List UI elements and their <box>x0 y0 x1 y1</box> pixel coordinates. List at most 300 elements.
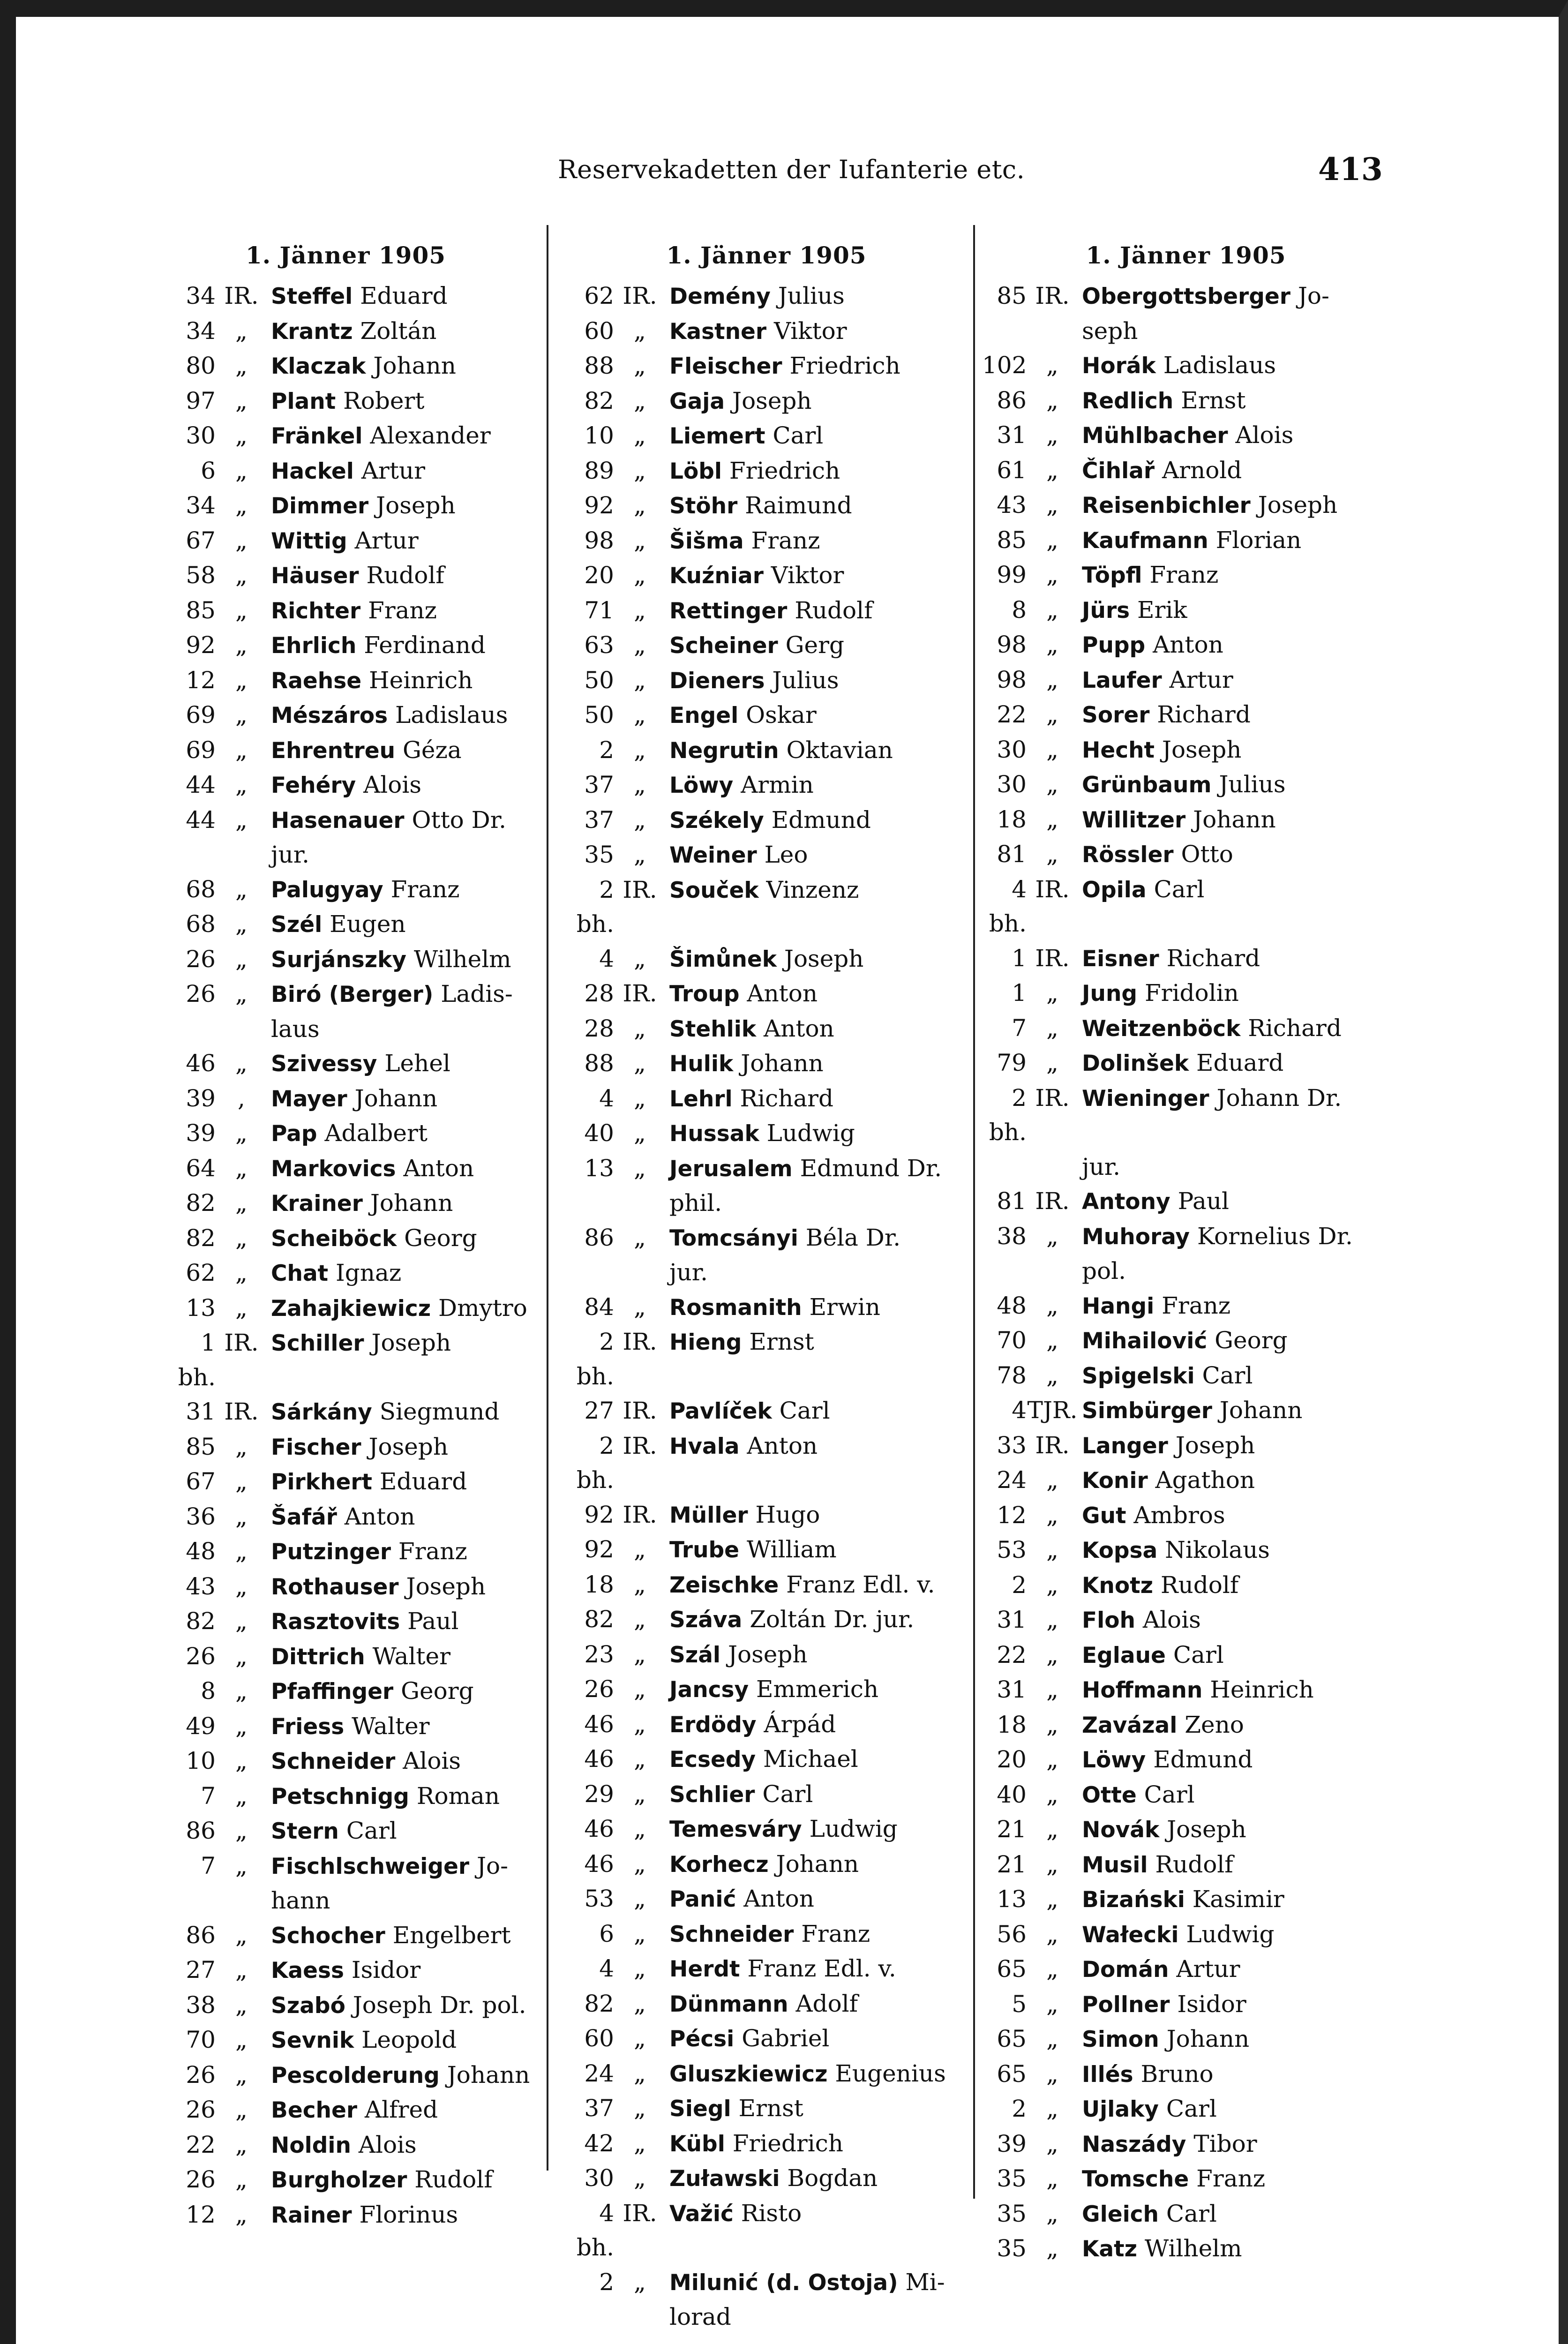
entry-name <box>1078 1743 1390 1778</box>
roster-entry <box>982 1046 1390 1081</box>
surname: Kaufmann <box>1082 527 1208 554</box>
given-name: Johann <box>741 1050 824 1077</box>
entry-name <box>666 1672 963 1707</box>
regiment-number: 65 <box>997 2060 1027 2088</box>
roster-entry <box>171 1430 520 1465</box>
entry-name <box>666 1917 963 1952</box>
regiment-number: 46 <box>584 1745 614 1773</box>
surname: Ujlaky <box>1082 2096 1159 2122</box>
regiment-number: 36 <box>186 1503 216 1530</box>
given-name: Árpád <box>764 1710 836 1738</box>
given-name: Alois <box>363 771 421 798</box>
unit-abbrev: „ <box>1046 1886 1058 1913</box>
regiment-number: 4 bh. <box>989 875 1027 937</box>
surname: Hoffmann <box>1082 1677 1203 1703</box>
entry-name <box>267 2128 520 2163</box>
roster-entry <box>982 1987 1390 2022</box>
given-name: Rudolf <box>795 596 873 624</box>
roster-entry <box>570 1882 963 1917</box>
regiment-number: 2 <box>599 736 614 764</box>
surname: Gluszkiewicz <box>669 2061 828 2087</box>
regiment-number: 86 <box>584 1224 614 1251</box>
regiment-number: 48 <box>997 1292 1027 1319</box>
entry-name <box>666 1429 963 1464</box>
entry-name <box>1078 1952 1390 1987</box>
roster-entry <box>570 314 963 349</box>
surname: Wałecki <box>1082 1922 1179 1948</box>
regiment-number: 67 <box>186 526 216 554</box>
roster-entry <box>570 488 963 524</box>
surname: Šišma <box>669 528 744 554</box>
given-name: Alois <box>358 2131 417 2158</box>
roster-entry <box>570 524 963 559</box>
roster-entry <box>171 2093 520 2128</box>
surname: Willitzer <box>1082 807 1186 833</box>
roster-entry <box>171 384 520 419</box>
surname: Scheiböck <box>271 1225 397 1252</box>
given-name: Carl <box>1144 1781 1195 1808</box>
unit-abbrev: IR. <box>224 1329 259 1356</box>
roster-entry <box>570 419 963 454</box>
regiment-number: 13 <box>186 1294 216 1322</box>
unit-abbrev: „ <box>1046 1850 1058 1878</box>
given-name: Richard <box>1166 944 1260 972</box>
column-heading: 1. Jänner 1905 <box>666 241 867 269</box>
given-name: Franz <box>390 875 460 903</box>
regiment-number: 61 <box>997 456 1027 484</box>
regiment-number: 26 <box>186 980 216 1007</box>
unit-abbrev: „ <box>235 631 248 659</box>
unit-abbrev: „ <box>634 1990 646 2017</box>
regiment-number: 80 <box>186 352 216 379</box>
surname: Dolinšek <box>1082 1051 1189 1076</box>
roster-entry <box>171 1953 520 1988</box>
entry-name <box>267 663 520 699</box>
surname: Kopsa <box>1082 1538 1158 1563</box>
surname: Weitzenböck <box>1082 1015 1241 1042</box>
surname: Száva <box>669 1607 743 1633</box>
surname: Sorer <box>1082 702 1150 728</box>
given-name: Friedrich <box>789 352 900 379</box>
entry-name <box>267 1779 520 1814</box>
given-name: Joseph <box>728 1640 808 1668</box>
roster-entry <box>171 2128 520 2163</box>
unit-abbrev: „ <box>634 945 646 972</box>
entry-name <box>666 1221 963 1256</box>
roster-entry <box>171 1674 520 1709</box>
unit-abbrev: „ <box>634 1850 646 1878</box>
roster-entry <box>171 594 520 629</box>
entry-name <box>666 1742 963 1777</box>
surname: Langer <box>1082 1433 1168 1459</box>
regiment-number: 86 <box>186 1921 216 1949</box>
entry-name <box>267 1849 520 1884</box>
given-name: Edmund <box>771 806 871 834</box>
unit-abbrev: „ <box>235 317 248 345</box>
roster-entry <box>982 1289 1390 1324</box>
entry-continuation: pol. <box>1082 1257 1126 1285</box>
given-name: Roman <box>416 1782 500 1810</box>
given-name: Alois <box>1142 1606 1201 1633</box>
entry-name <box>666 2196 963 2231</box>
entry-name <box>666 2091 963 2126</box>
entry-name <box>666 1116 963 1151</box>
surname: Gaja <box>669 388 725 414</box>
given-name: Walter <box>372 1642 451 1670</box>
surname: Rothauser <box>271 1574 399 1600</box>
unit-abbrev: IR. <box>224 282 259 309</box>
entry-name <box>1078 976 1390 1011</box>
regiment-number: 31 <box>997 421 1027 449</box>
unit-abbrev: „ <box>235 352 248 379</box>
entry-name <box>666 314 963 349</box>
roster-entry <box>570 2021 963 2057</box>
given-name: Johann <box>1193 805 1276 833</box>
roster-entry <box>171 1639 520 1675</box>
unit-abbrev: „ <box>1046 736 1058 763</box>
given-name: Anton <box>403 1154 474 1182</box>
unit-abbrev: „ <box>235 457 248 484</box>
regiment-number: 30 <box>997 771 1027 798</box>
unit-abbrev: IR. <box>623 1397 657 1424</box>
given-name: Franz <box>398 1538 467 1565</box>
entry-name <box>267 1639 520 1675</box>
given-name: Johann <box>373 352 456 379</box>
roster-entry <box>982 523 1390 558</box>
regiment-number: 70 <box>186 2026 216 2053</box>
roster-entry <box>171 1291 527 1326</box>
given-name: Alexander <box>370 422 491 449</box>
entry-name <box>1078 1638 1390 1673</box>
entry-name <box>267 488 520 524</box>
entry-name <box>267 1326 520 1361</box>
unit-abbrev: „ <box>634 1920 646 1947</box>
surname: Pécsi <box>669 2026 735 2052</box>
given-name: Jo- <box>476 1852 508 1879</box>
regiment-number: 35 <box>997 2235 1027 2262</box>
regiment-number: 86 <box>186 1817 216 1844</box>
surname: Székely <box>669 807 764 834</box>
entry-name <box>267 1046 520 1082</box>
unit-abbrev: „ <box>235 806 248 834</box>
entry-name <box>1078 872 1390 908</box>
entry-name <box>666 768 963 803</box>
regiment-number: 92 <box>584 1501 614 1528</box>
regiment-number: 8 <box>1012 596 1027 624</box>
entry-name <box>1078 383 1390 419</box>
given-name: Franz <box>1196 2165 1266 2192</box>
given-name: Georg <box>1215 1327 1288 1354</box>
surname: Putzinger <box>271 1539 391 1565</box>
entry-name <box>666 1882 963 1917</box>
given-name: Anton <box>743 1885 814 1912</box>
entry-name <box>1078 2057 1390 2092</box>
roster-entry <box>570 768 963 803</box>
surname: Ehrentreu <box>271 737 396 764</box>
surname: Fränkel <box>271 423 363 449</box>
given-name: Ludwig <box>766 1119 855 1147</box>
given-name: Wilhelm <box>1144 2235 1242 2262</box>
roster-entry <box>171 419 520 454</box>
entry-name <box>267 349 520 384</box>
unit-abbrev: „ <box>634 562 646 589</box>
roster-entry <box>570 1498 963 1533</box>
entry-name <box>666 628 963 663</box>
surname: Markovics <box>271 1156 396 1182</box>
surname: Kastner <box>669 318 767 345</box>
regiment-number: 21 <box>997 1816 1027 1843</box>
unit-abbrev: „ <box>235 736 248 764</box>
regiment-number: 92 <box>584 1536 614 1563</box>
unit-abbrev: IR. <box>1035 282 1070 309</box>
given-name: Erwin <box>809 1293 880 1321</box>
given-name: Heinrich <box>1210 1676 1314 1703</box>
entry-name <box>666 454 963 489</box>
entry-name <box>267 768 520 803</box>
unit-abbrev: „ <box>235 1154 248 1182</box>
surname: Troup <box>669 981 740 1007</box>
regiment-number: 65 <box>997 2025 1027 2052</box>
surname: Fleischer <box>669 353 782 379</box>
given-name: Anton <box>747 980 818 1007</box>
given-name: Friedrich <box>729 457 840 484</box>
entry-name <box>1078 1603 1390 1638</box>
entry-name <box>1078 2022 1390 2057</box>
entry-name <box>267 314 520 349</box>
entry-name <box>666 1777 963 1812</box>
surname: Katz <box>1082 2236 1137 2262</box>
unit-abbrev: „ <box>1046 1711 1058 1738</box>
entry-name <box>1078 767 1390 803</box>
roster-entry <box>570 2057 963 2092</box>
roster-column-3 <box>982 241 1390 2267</box>
unit-abbrev: TJR. <box>1027 1397 1078 1424</box>
surname: Szál <box>669 1642 721 1668</box>
regiment-number: 88 <box>584 352 614 379</box>
regiment-number: 34 <box>186 317 216 345</box>
given-name: Franz <box>368 596 437 624</box>
roster-entry <box>171 977 520 1012</box>
surname: Panić <box>669 1886 736 1912</box>
regiment-number: 37 <box>584 771 614 798</box>
given-name: Heinrich <box>369 666 473 694</box>
regiment-number: 6 <box>201 457 216 484</box>
entry-name <box>267 2023 520 2058</box>
roster-entry <box>570 803 963 838</box>
given-name: Richard <box>740 1084 834 1112</box>
surname: Antony <box>1082 1189 1170 1215</box>
unit-abbrev: „ <box>634 2268 646 2296</box>
roster-entry <box>171 558 520 594</box>
roster-entry <box>171 2198 520 2233</box>
unit-abbrev: „ <box>1046 2130 1058 2157</box>
regiment-number: 88 <box>584 1050 614 1077</box>
given-name: Anton <box>764 1014 834 1042</box>
unit-abbrev: „ <box>634 1710 646 1738</box>
roster-entry <box>570 2196 963 2265</box>
entry-name <box>267 524 520 559</box>
entry-name <box>267 2093 520 2128</box>
surname: Pap <box>271 1121 317 1147</box>
regiment-number: 37 <box>584 806 614 834</box>
unit-abbrev: „ <box>235 492 248 519</box>
entry-name <box>267 1256 520 1291</box>
regiment-number: 8 <box>201 1677 216 1705</box>
surname: Simbürger <box>1082 1398 1212 1424</box>
unit-abbrev: „ <box>634 2095 646 2122</box>
entry-name <box>666 2021 963 2057</box>
roster-entry <box>171 1116 520 1151</box>
entry-name <box>267 628 520 663</box>
unit-abbrev: „ <box>634 317 646 345</box>
roster-entry <box>982 383 1390 419</box>
given-name: Edmund <box>1153 1746 1253 1773</box>
given-name: Eugen <box>330 910 406 938</box>
given-name: Joseph <box>1162 736 1242 763</box>
given-name: Eduard <box>1196 1049 1284 1076</box>
unit-abbrev: „ <box>235 1294 248 1322</box>
unit-abbrev: „ <box>235 2166 248 2193</box>
regiment-number: 1 <box>1012 944 1027 972</box>
given-name: Rudolf <box>366 562 444 589</box>
surname: Trube <box>669 1537 740 1563</box>
given-name: Kasimir <box>1192 1886 1284 1913</box>
entry-name <box>1078 1987 1390 2022</box>
entry-name <box>267 1709 520 1744</box>
surname: Kuźniar <box>669 563 764 589</box>
unit-abbrev: „ <box>634 1955 646 1982</box>
given-name: Viktor <box>771 562 844 589</box>
roster-entry <box>171 907 520 942</box>
unit-abbrev: „ <box>634 1119 646 1147</box>
given-name: Anton <box>747 1432 818 1459</box>
given-name: Rudolf <box>1155 1850 1233 1878</box>
given-name: Armin <box>741 771 814 798</box>
roster-entry <box>982 418 1390 453</box>
unit-abbrev: „ <box>1046 1222 1058 1250</box>
given-name: Ludwig <box>809 1815 898 1842</box>
surname: Muhoray <box>1082 1224 1190 1250</box>
roster-entry <box>982 1882 1390 1917</box>
roster-entry <box>171 454 520 489</box>
given-name: Ernst <box>749 1328 814 1355</box>
roster-entry <box>570 1533 963 1568</box>
regiment-number: 84 <box>584 1293 614 1321</box>
roster-entry <box>982 1673 1390 1708</box>
entry-name <box>666 594 963 629</box>
unit-abbrev: „ <box>1046 386 1058 414</box>
surname: Hasenauer <box>271 807 405 834</box>
given-name: Edmund Dr. <box>800 1154 942 1182</box>
given-name: Ambros <box>1133 1501 1225 1529</box>
given-name: Ernst <box>1181 386 1246 414</box>
roster-entry <box>570 454 963 489</box>
regiment-number: 1 <box>1012 979 1027 1007</box>
unit-abbrev: „ <box>1046 561 1058 588</box>
regiment-number: 82 <box>584 387 614 414</box>
unit-abbrev: „ <box>1046 2060 1058 2088</box>
surname: Lehrl <box>669 1086 733 1112</box>
unit-abbrev: „ <box>235 1817 248 1844</box>
unit-abbrev: „ <box>634 1224 646 1251</box>
entry-name <box>666 349 963 384</box>
roster-entry <box>171 803 520 838</box>
given-name: Lehel <box>384 1050 450 1077</box>
regiment-number: 86 <box>997 386 1027 414</box>
entry-name <box>666 977 963 1012</box>
regiment-number: 40 <box>584 1119 614 1147</box>
unit-abbrev: „ <box>235 1608 248 1635</box>
entry-name <box>1078 1533 1390 1568</box>
given-name: Paul <box>407 1608 459 1635</box>
surname: Chat <box>271 1261 329 1286</box>
roster-entry <box>982 1533 1390 1568</box>
entry-name <box>1078 2231 1390 2267</box>
unit-abbrev: „ <box>235 596 248 624</box>
roster-entry <box>570 1742 963 1777</box>
roster-entry <box>982 2197 1390 2232</box>
unit-abbrev: IR. <box>623 282 657 309</box>
unit-abbrev: „ <box>634 2025 646 2052</box>
regiment-number: 92 <box>186 631 216 659</box>
regiment-number: 53 <box>997 1536 1027 1563</box>
surname: Jancsy <box>669 1677 749 1703</box>
given-name: Florian <box>1215 526 1302 554</box>
unit-abbrev: „ <box>1046 2200 1058 2227</box>
entry-name <box>666 2265 963 2300</box>
roster-entry <box>570 2161 963 2196</box>
roster-entry <box>570 873 963 942</box>
roster-entry <box>982 2127 1390 2162</box>
given-name: Joseph <box>406 1572 486 1600</box>
unit-abbrev: „ <box>235 980 248 1007</box>
roster-entry <box>982 976 1390 1011</box>
entry-name <box>666 1707 963 1743</box>
roster-entry <box>570 1638 963 1673</box>
unit-abbrev: „ <box>235 2026 248 2053</box>
unit-abbrev: IR. <box>623 980 657 1007</box>
roster-entry <box>570 838 963 873</box>
surname: Töpfl <box>1082 563 1142 588</box>
regiment-number: 30 <box>186 422 216 449</box>
regiment-number: 46 <box>584 1815 614 1842</box>
surname: Schneider <box>669 1921 794 1947</box>
unit-abbrev: „ <box>235 701 248 729</box>
given-name: Oktavian <box>786 736 893 764</box>
regiment-number: 30 <box>997 736 1027 763</box>
roster-entry <box>982 872 1390 941</box>
entry-name <box>666 1638 963 1673</box>
entry-name <box>1078 1184 1390 1219</box>
regiment-number: 62 <box>186 1259 216 1286</box>
unit-abbrev: „ <box>1046 1014 1058 1042</box>
roster-entry <box>570 1917 963 1952</box>
surname: Pescolderung <box>271 2062 440 2089</box>
surname: Korhecz <box>669 1851 769 1878</box>
given-name: Ladis- <box>441 980 513 1007</box>
surname: Opila <box>1082 877 1147 903</box>
regiment-number: 58 <box>186 562 216 589</box>
roster-entry <box>982 1848 1390 1883</box>
column-heading: 1. Jänner 1905 <box>1086 241 1286 269</box>
unit-abbrev: „ <box>1046 456 1058 484</box>
given-name: Eugenius <box>835 2059 946 2087</box>
unit-abbrev: „ <box>235 387 248 414</box>
regiment-number: 7 <box>201 1852 216 1879</box>
roster-entry <box>171 942 520 977</box>
entry-name <box>666 1812 963 1847</box>
unit-abbrev: „ <box>1046 2095 1058 2122</box>
